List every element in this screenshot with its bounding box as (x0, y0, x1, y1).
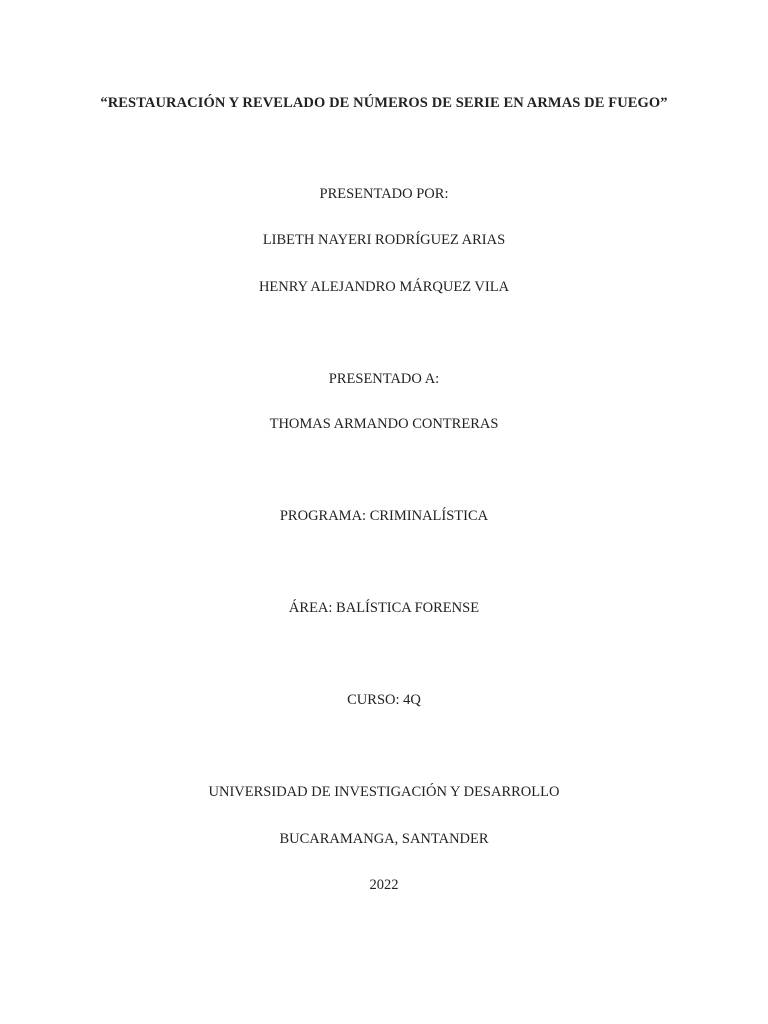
area-line: ÁREA: BALÍSTICA FORENSE (288, 600, 480, 616)
location-line: BUCARAMANGA, SANTANDER (279, 831, 489, 847)
author-name: LIBETH NAYERI RODRÍGUEZ ARIAS (262, 232, 506, 248)
presented-by-label: PRESENTADO POR: (319, 186, 449, 202)
document-title: “RESTAURACIÓN Y REVELADO DE NÚMEROS DE SERIE EN ARMAS DE FUEGO” (100, 95, 668, 111)
recipient-name: THOMAS ARMANDO CONTRERAS (269, 416, 499, 432)
program-line: PROGRAMA: CRIMINALÍSTICA (279, 508, 489, 524)
university-name: UNIVERSIDAD DE INVESTIGACIÓN Y DESARROLLO (208, 784, 560, 800)
author-name: HENRY ALEJANDRO MÁRQUEZ VILA (258, 279, 510, 295)
presented-to-label: PRESENTADO A: (328, 371, 440, 387)
year-line: 2022 (369, 877, 399, 893)
course-line: CURSO: 4Q (347, 692, 421, 708)
